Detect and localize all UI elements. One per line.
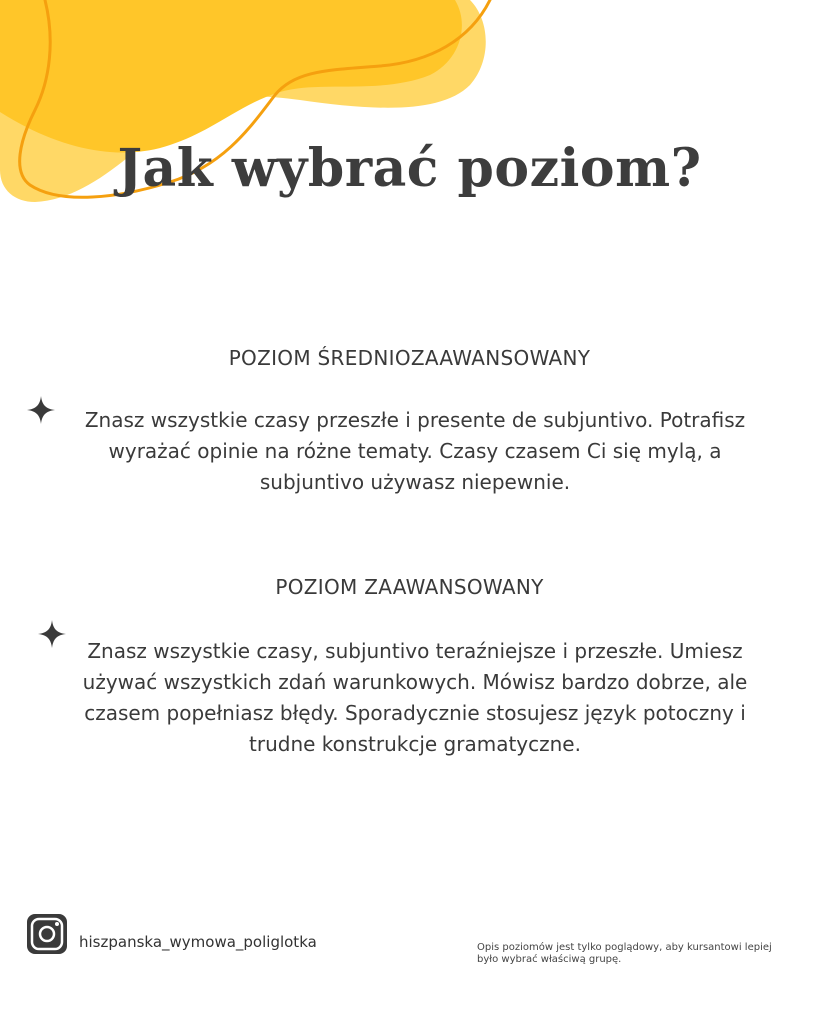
disclaimer-note: Opis poziomów jest tylko poglądowy, aby kursantowi lepiej było wybrać właściwą grupę. — [477, 942, 772, 965]
page-title: Jak wybrać poziom? — [117, 138, 702, 199]
section-heading-intermediate: POZIOM ŚREDNIOZAAWANSOWANY — [228, 346, 591, 370]
section-body-intermediate: Znasz wszystkie czasy przeszłe i presente de subjuntivo. Potrafisz wyrażać opinie na różne tematy. Czasy czasem Ci się mylą, a subjuntivo używasz niepewnie. — [84, 408, 746, 494]
sparkle-icon — [38, 620, 66, 648]
section-heading-advanced: POZIOM ZAAWANSOWANY — [275, 575, 544, 599]
blob-main-shape — [0, 0, 462, 153]
section-body-advanced: Znasz wszystkie czasy, subjuntivo teraźniejsze i przeszłe. Umiesz używać wszystkich zdań warunkowych. Mówisz bardzo dobrze, ale czasem popełniasz błędy. Sporadycznie stosujesz język potoczny i trudne konstrukcje gramatyczne. — [82, 639, 748, 756]
sparkle-icon — [27, 396, 55, 424]
instagram-handle[interactable]: hiszpanska_wymowa_poliglotka — [79, 933, 317, 951]
instagram-icon[interactable] — [27, 914, 67, 954]
